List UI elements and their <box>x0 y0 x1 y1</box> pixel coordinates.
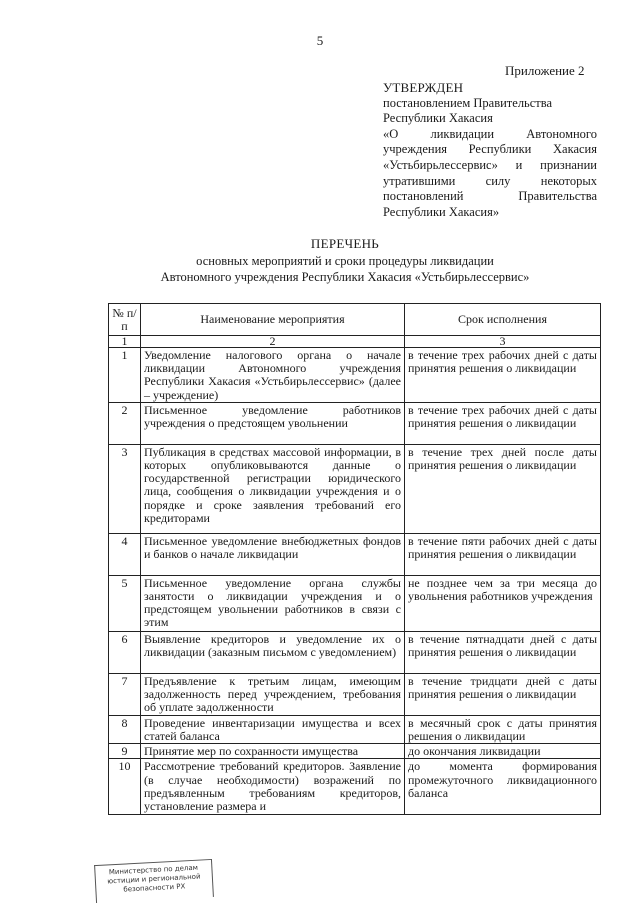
measure-term: в течение пяти рабочих дней с даты принятия решения о ликвидации <box>405 533 601 575</box>
measure-term: в течение трех дней после даты принятия решения о ликвидации <box>405 444 601 533</box>
row-number: 6 <box>109 631 141 673</box>
measure-term: не позднее чем за три месяца до увольнения работников учреждения <box>405 575 601 631</box>
measure-name: Рассмотрение требований кредиторов. Заявление (в случае необходимости) возражений по предъявленным требованиям кредиторов, установление размера и <box>141 759 405 815</box>
header-term: Срок исполнения <box>405 304 601 336</box>
table-row <box>109 744 601 759</box>
stamp-line: Министерство по делам <box>108 863 199 877</box>
subtitle-line-2: Автономного учреждения Республики Хакасия «Устьбирьлессервис» <box>160 270 530 284</box>
document-title: ПЕРЕЧЕНЬ <box>310 236 380 251</box>
appendix-label: Приложение 2 <box>505 63 585 78</box>
approval-line: учреждения Республики Хакасия <box>383 142 597 157</box>
header-measure: Наименование мероприятия <box>141 304 405 336</box>
row-number: 9 <box>109 744 141 759</box>
subtitle-line-1: основных мероприятий и сроки процедуры ликвидации <box>196 254 494 268</box>
column-number: 1 <box>109 336 141 348</box>
row-number: 10 <box>109 759 141 815</box>
measure-name: Предъявление к третьим лицам, имеющим задолженность перед учреждением, требования об уплате задолженности <box>141 673 405 715</box>
approval-line: постановлений Правительства <box>383 189 597 204</box>
approval-line: Республики Хакасия <box>383 111 493 126</box>
row-number: 1 <box>109 348 141 403</box>
measure-name: Письменное уведомление органа службы занятости о ликвидации учреждения и о предстоящем увольнении работников в связи с этим <box>141 575 405 631</box>
measure-term: в течение трех рабочих дней с даты принятия решения о ликвидации <box>405 348 601 403</box>
measure-name: Письменное уведомление внебюджетных фондов и банков о начале ликвидации <box>141 533 405 575</box>
table-row <box>109 533 601 575</box>
measure-name: Принятие мер по сохранности имущества <box>141 744 405 759</box>
approval-line: «Устьбирьлессервис» и признании <box>383 157 597 172</box>
row-number: 3 <box>109 444 141 533</box>
approval-line: утратившими силу некоторых <box>383 173 597 188</box>
measure-term: в течение трех рабочих дней с даты принятия решения о ликвидации <box>405 402 601 444</box>
measure-term: в месячный срок с даты принятия решения о ликвидации <box>405 715 601 743</box>
row-number: 2 <box>109 402 141 444</box>
measure-term: в течение тридцати дней с даты принятия решения о ликвидации <box>405 673 601 715</box>
measure-term: в течение пятнадцати дней с даты принятия решения о ликвидации <box>405 631 601 673</box>
measure-name: Публикация в средствах массовой информации, в которых опубликовываются данные о государственной регистрации юридического лица, сообщения о ликвидации учреждения и о порядке и сроке заявления требований его кредиторами <box>141 444 405 533</box>
measure-name: Выявление кредиторов и уведомление их о ликвидации (заказным письмом с уведомлением) <box>141 631 405 673</box>
row-number: 8 <box>109 715 141 743</box>
table-row <box>109 348 601 403</box>
measure-name: Уведомление налогового органа о начале ликвидации Автономного учреждения Республики Хакасия «Устьбирьлессервис» (далее – учреждение) <box>141 348 405 403</box>
column-number: 3 <box>405 336 601 348</box>
row-number: 4 <box>109 533 141 575</box>
table-column-numbers-row <box>109 336 601 348</box>
row-number: 7 <box>109 673 141 715</box>
measure-term: до момента формирования промежуточного ликвидационного баланса <box>405 759 601 815</box>
approval-line: Республики Хакасия» <box>383 204 500 219</box>
measures-table <box>108 303 601 815</box>
table-row <box>109 715 601 743</box>
table-row <box>109 444 601 533</box>
measure-name: Проведение инвентаризации имущества и всех статей баланса <box>141 715 405 743</box>
row-number: 5 <box>109 575 141 631</box>
stamp-line: безопасности РХ <box>123 882 186 894</box>
approval-block <box>383 80 597 220</box>
table-header-row <box>109 304 601 336</box>
table-row <box>109 631 601 673</box>
approval-line: постановлением Правительства <box>383 95 553 110</box>
page-number: 5 <box>316 33 324 48</box>
table-row <box>109 402 601 444</box>
table-row <box>109 575 601 631</box>
measure-term: до окончания ликвидации <box>405 744 601 759</box>
column-number: 2 <box>141 336 405 348</box>
stamp-line: юстиции и региональной <box>107 872 201 886</box>
ministry-stamp <box>94 859 214 903</box>
measure-name: Письменное уведомление работников учреждения о предстоящем увольнении <box>141 402 405 444</box>
document-subtitle <box>0 253 640 285</box>
approval-line: «О ликвидации Автономного <box>383 126 597 141</box>
approval-heading: УТВЕРЖДЕН <box>383 80 464 95</box>
header-number: № п/п <box>109 304 141 336</box>
table-row <box>109 673 601 715</box>
table-row <box>109 759 601 815</box>
